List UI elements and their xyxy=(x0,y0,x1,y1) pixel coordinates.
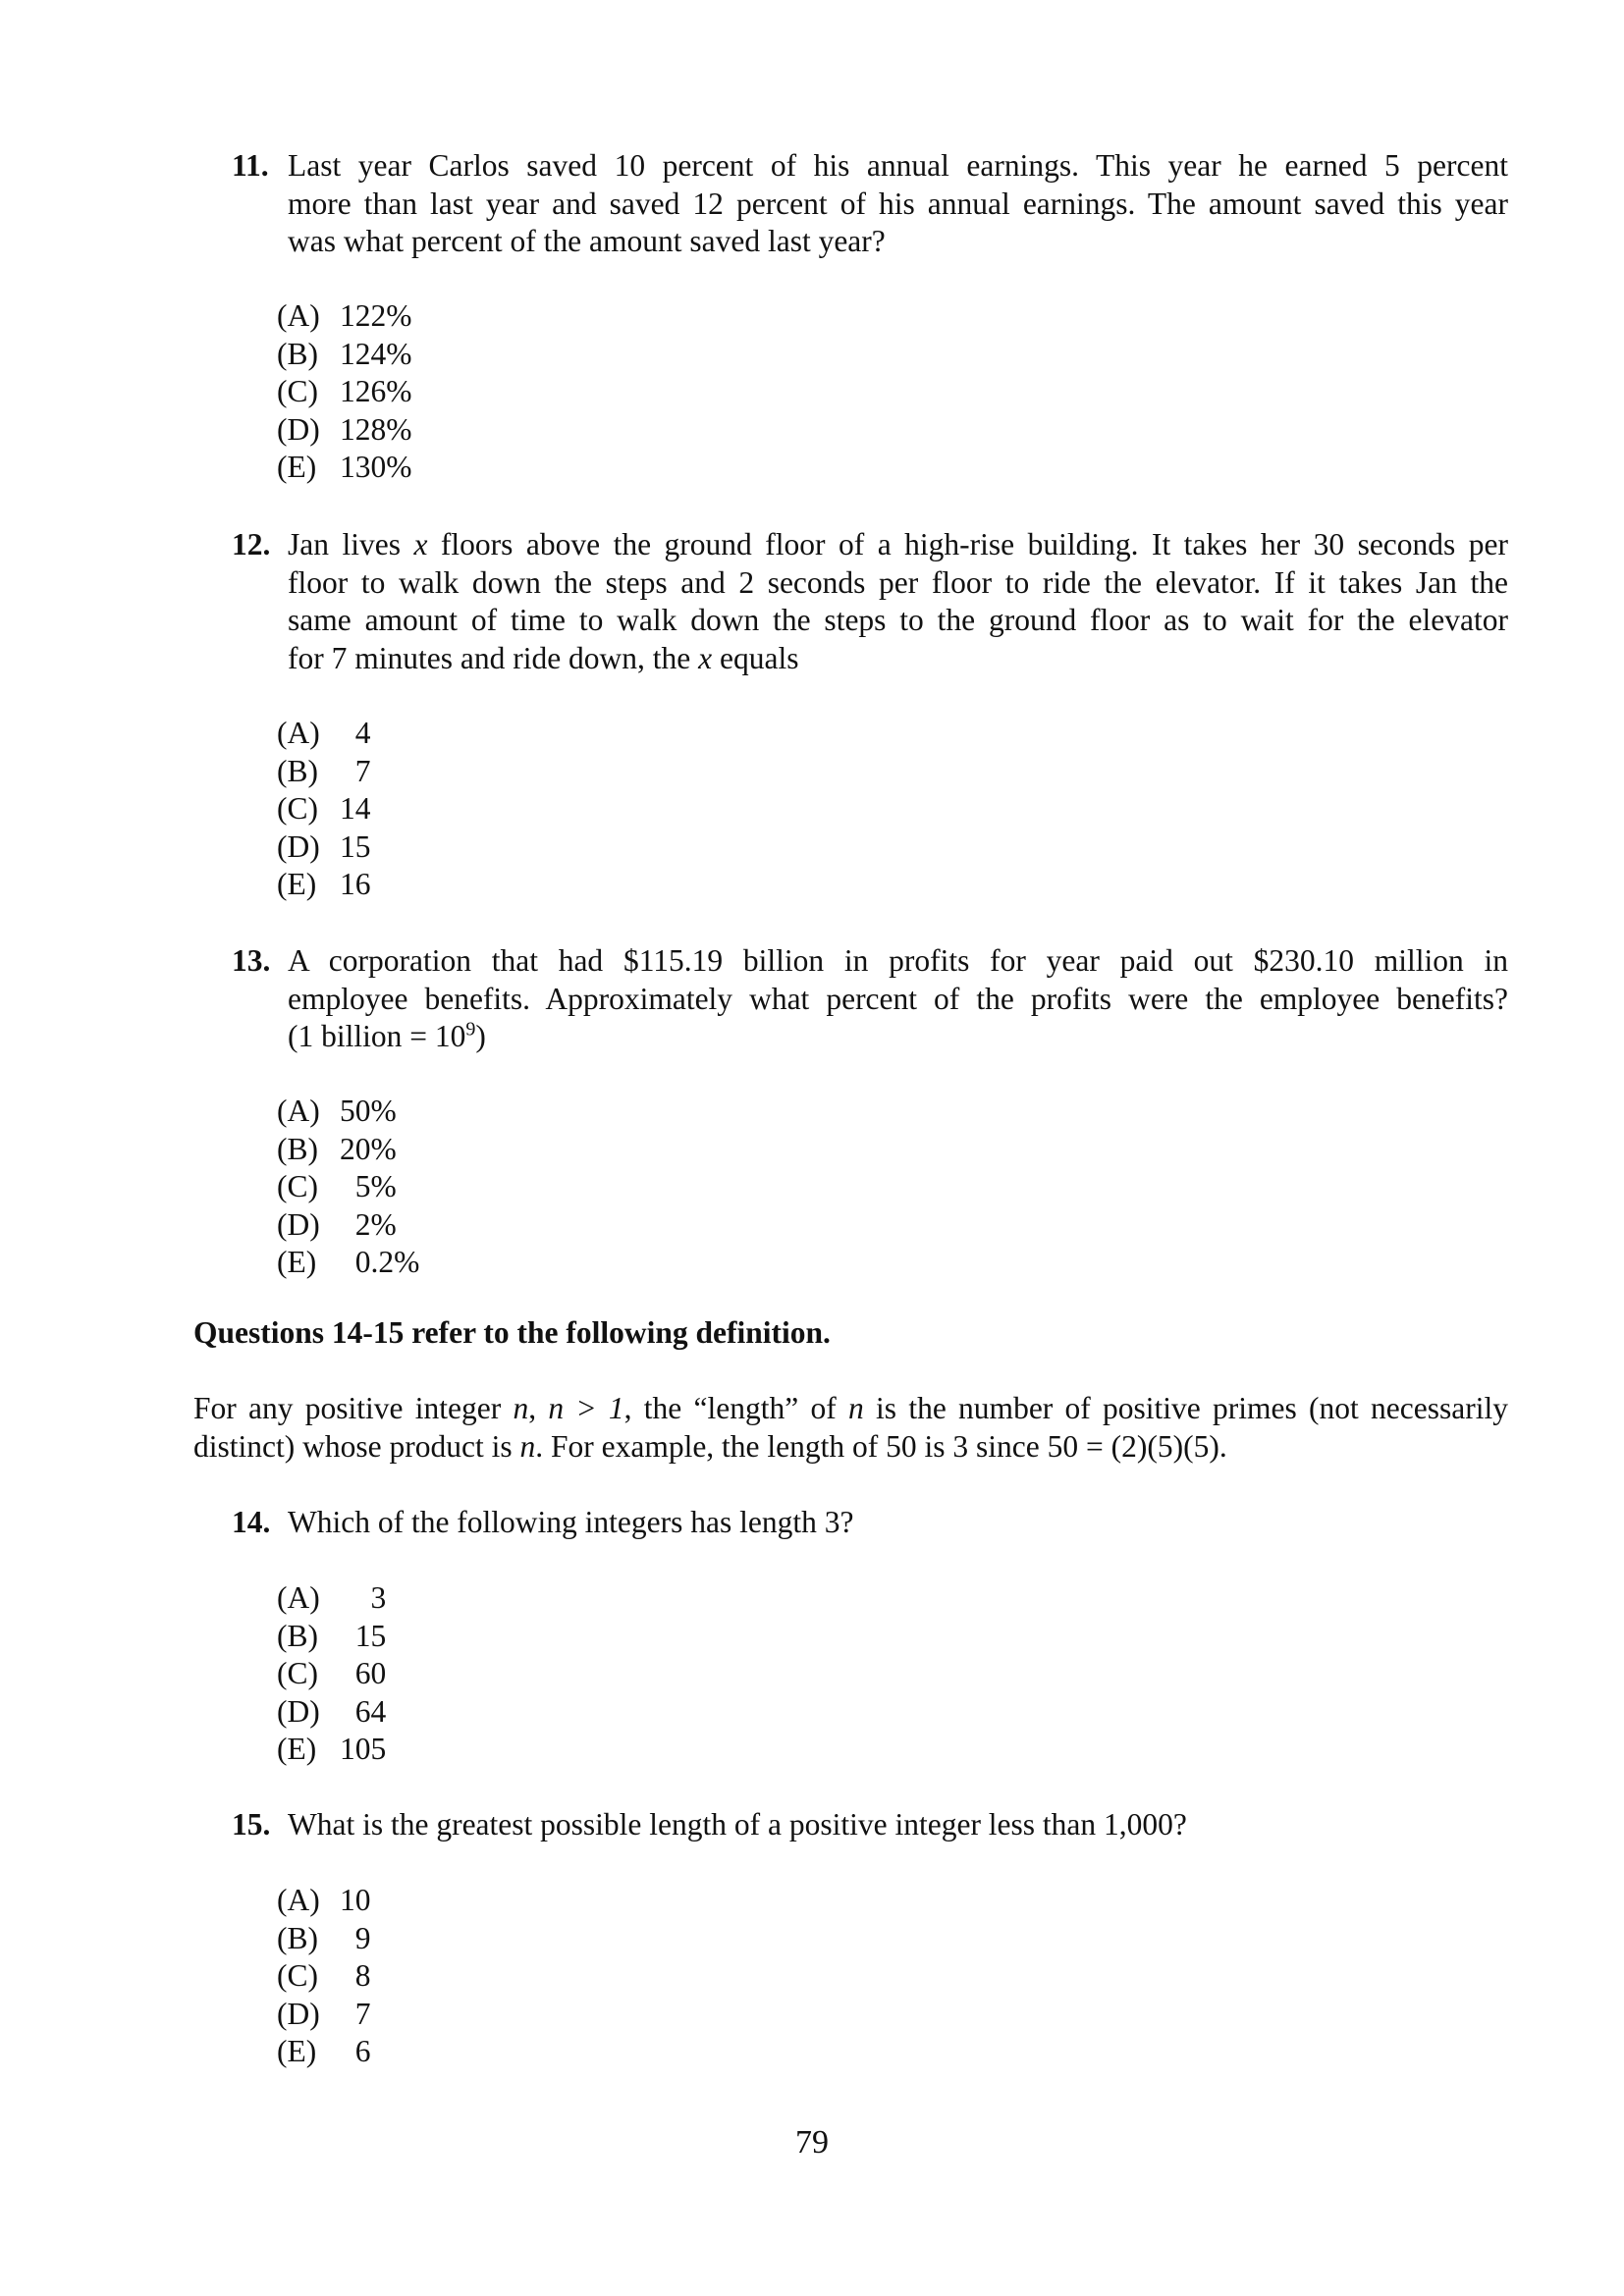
question-12 xyxy=(232,526,1508,901)
choice-value: 15 xyxy=(340,828,371,864)
answer-choice-c[interactable] xyxy=(277,373,412,411)
answer-choice-a[interactable] xyxy=(277,1882,371,1920)
answer-choice-a[interactable] xyxy=(277,1093,419,1131)
choice-value: 2% xyxy=(340,1206,397,1242)
choice-value: 15 xyxy=(340,1618,387,1653)
text-run: , xyxy=(528,1391,549,1425)
choice-letter: (D) xyxy=(277,1693,320,1729)
answer-choice-a[interactable] xyxy=(277,715,371,753)
choice-value: 6 xyxy=(340,2034,371,2068)
choice-value: 20% xyxy=(340,1131,397,1166)
question-text-line: same amount of time to walk down the steps to the ground floor as to wait for the elevator xyxy=(288,603,1508,637)
choice-letter: (D) xyxy=(277,411,320,447)
text-run: , the “length” of xyxy=(623,1391,849,1425)
choice-value: 8 xyxy=(340,1958,371,1993)
choice-value: 0.2% xyxy=(340,1245,420,1279)
definition-line xyxy=(193,1390,1508,1428)
choice-letter: (E) xyxy=(277,450,317,484)
text-run: floors above the ground floor of a high-rise building. It takes her 30 seconds per xyxy=(427,527,1508,561)
question-text-line: was what percent of the amount saved last year? xyxy=(288,224,886,258)
text-run: . For example, the length of 50 is 3 since 50 = (2)(5)(5). xyxy=(535,1428,1227,1464)
choice-letter: (D) xyxy=(277,1206,320,1242)
choice-value: 3 xyxy=(340,1580,387,1615)
choice-value: 7 xyxy=(340,1996,371,2031)
question-text-line: employee benefits. Approximately what percent of the profits were the employee benefits? xyxy=(288,981,1508,1016)
choice-value: 9 xyxy=(340,1920,371,1955)
choice-letter: (A) xyxy=(277,1094,320,1128)
answer-choice-e[interactable] xyxy=(277,866,371,904)
answer-choices xyxy=(277,715,371,904)
question-text-line: more than last year and saved 12 percent of his annual earnings. The amount saved this year xyxy=(288,186,1508,221)
answer-choices xyxy=(277,1579,386,1769)
answer-choice-e[interactable] xyxy=(277,1731,386,1769)
section-heading: Questions 14-15 refer to the following definition. xyxy=(193,1315,831,1350)
choice-value: 64 xyxy=(340,1693,387,1729)
answer-choice-c[interactable] xyxy=(277,790,371,828)
question-text-line: What is the greatest possible length of a positive integer less than 1,000? xyxy=(288,1807,1187,1842)
answer-choice-d[interactable] xyxy=(277,828,371,867)
variable-x: x xyxy=(413,527,428,561)
question-text-line: floor to walk down the steps and 2 seconds per floor to ride the elevator. If it takes Jan the xyxy=(288,564,1508,600)
question-stem xyxy=(232,1504,1508,1542)
choice-value: 60 xyxy=(340,1656,387,1690)
question-stem xyxy=(232,942,1508,1056)
choice-letter: (C) xyxy=(277,1958,318,1993)
answer-choice-e[interactable] xyxy=(277,1244,419,1282)
question-number: 12. xyxy=(232,527,271,561)
question-text-line xyxy=(288,640,1508,678)
choice-letter: (E) xyxy=(277,1732,317,1766)
choice-letter: (E) xyxy=(277,867,317,901)
answer-choice-a[interactable] xyxy=(277,1579,386,1618)
question-14 xyxy=(232,1504,1508,1766)
question-15 xyxy=(232,1806,1508,2068)
choice-letter: (C) xyxy=(277,1169,318,1203)
answer-choice-d[interactable] xyxy=(277,1996,371,2034)
inequality-n-gt-1: n > 1 xyxy=(548,1391,624,1425)
choice-letter: (C) xyxy=(277,791,318,826)
choice-value: 10 xyxy=(340,1883,371,1917)
choice-value: 16 xyxy=(340,867,371,901)
question-number: 15. xyxy=(232,1807,271,1842)
choice-letter: (B) xyxy=(277,1131,318,1166)
choice-value: 126% xyxy=(340,374,412,408)
choice-letter: (E) xyxy=(277,2034,317,2068)
answer-choices xyxy=(277,297,412,487)
question-stem xyxy=(232,526,1508,677)
choice-letter: (A) xyxy=(277,298,320,333)
question-13 xyxy=(232,942,1508,1279)
question-text-line: A corporation that had $115.19 billion in profits for year paid out $230.10 million in xyxy=(288,943,1508,978)
question-number: 14. xyxy=(232,1505,271,1539)
text-run: for 7 minutes and ride down, the xyxy=(288,640,699,675)
definition-paragraph xyxy=(193,1390,1508,1466)
choice-letter: (A) xyxy=(277,1883,320,1917)
answer-choice-b[interactable] xyxy=(277,1920,371,1958)
choice-letter: (B) xyxy=(277,1920,318,1955)
answer-choice-a[interactable] xyxy=(277,297,412,336)
answer-choices xyxy=(277,1882,371,2071)
variable-n: n xyxy=(513,1391,529,1425)
answer-choice-b[interactable] xyxy=(277,336,412,374)
choice-value: 130% xyxy=(340,450,412,484)
variable-n: n xyxy=(519,1428,536,1464)
choice-letter: (B) xyxy=(277,336,318,371)
text-run: (1 billion = 10 xyxy=(288,1019,466,1053)
question-number: 13. xyxy=(232,943,271,978)
question-text-line xyxy=(288,1018,1508,1056)
choice-letter: (E) xyxy=(277,1245,317,1279)
page-number: 79 xyxy=(795,2124,829,2161)
answer-choice-e[interactable] xyxy=(277,449,412,487)
text-run: is the number of positive primes (not necessarily xyxy=(863,1391,1508,1425)
choice-value: 50% xyxy=(340,1094,397,1128)
answer-choice-c[interactable] xyxy=(277,1168,419,1206)
choice-letter: (A) xyxy=(277,1580,320,1615)
question-11 xyxy=(232,147,1508,484)
answer-choice-b[interactable] xyxy=(277,753,371,791)
answer-choice-c[interactable] xyxy=(277,1655,386,1693)
question-text-line: Which of the following integers has length 3? xyxy=(288,1505,854,1539)
text-run: ) xyxy=(475,1019,486,1053)
question-number: 11. xyxy=(232,148,269,183)
choice-value: 124% xyxy=(340,336,412,371)
choice-value: 5% xyxy=(340,1169,397,1203)
question-text xyxy=(288,526,1508,677)
question-text-line xyxy=(288,526,1508,564)
answer-choice-b[interactable] xyxy=(277,1131,419,1169)
text-run: Jan lives xyxy=(288,527,414,561)
question-stem xyxy=(232,147,1508,261)
text-run: distinct) whose product is xyxy=(193,1428,520,1464)
text-run: For any positive integer xyxy=(193,1391,514,1425)
answer-choices xyxy=(277,1093,419,1282)
choice-letter: (A) xyxy=(277,716,320,750)
choice-letter: (C) xyxy=(277,1656,318,1690)
answer-choice-c[interactable] xyxy=(277,1957,371,1996)
text-run: equals xyxy=(712,640,799,675)
question-text-line: Last year Carlos saved 10 percent of his annual earnings. This year he earned 5 percent xyxy=(288,148,1508,183)
choice-letter: (C) xyxy=(277,374,318,408)
choice-letter: (D) xyxy=(277,1996,320,2031)
answer-choice-d[interactable] xyxy=(277,1206,419,1245)
question-text xyxy=(288,942,1508,1056)
choice-value: 122% xyxy=(340,298,412,333)
choice-value: 14 xyxy=(340,791,371,826)
choice-value: 105 xyxy=(340,1732,387,1766)
answer-choice-d[interactable] xyxy=(277,1693,386,1732)
question-text xyxy=(288,1806,1508,1844)
definition-line xyxy=(193,1428,1508,1467)
variable-n: n xyxy=(848,1391,864,1425)
choice-value: 128% xyxy=(340,411,412,447)
question-stem xyxy=(232,1806,1508,1844)
choice-letter: (B) xyxy=(277,1618,318,1653)
choice-value: 4 xyxy=(340,716,371,750)
variable-x: x xyxy=(698,640,713,675)
question-text xyxy=(288,1504,1508,1542)
choice-letter: (D) xyxy=(277,828,320,864)
question-text xyxy=(288,147,1508,261)
answer-choice-d[interactable] xyxy=(277,411,412,450)
exponent: 9 xyxy=(465,1018,476,1041)
choice-letter: (B) xyxy=(277,753,318,788)
choice-value: 7 xyxy=(340,753,371,788)
answer-choice-b[interactable] xyxy=(277,1618,386,1656)
answer-choice-e[interactable] xyxy=(277,2033,371,2071)
